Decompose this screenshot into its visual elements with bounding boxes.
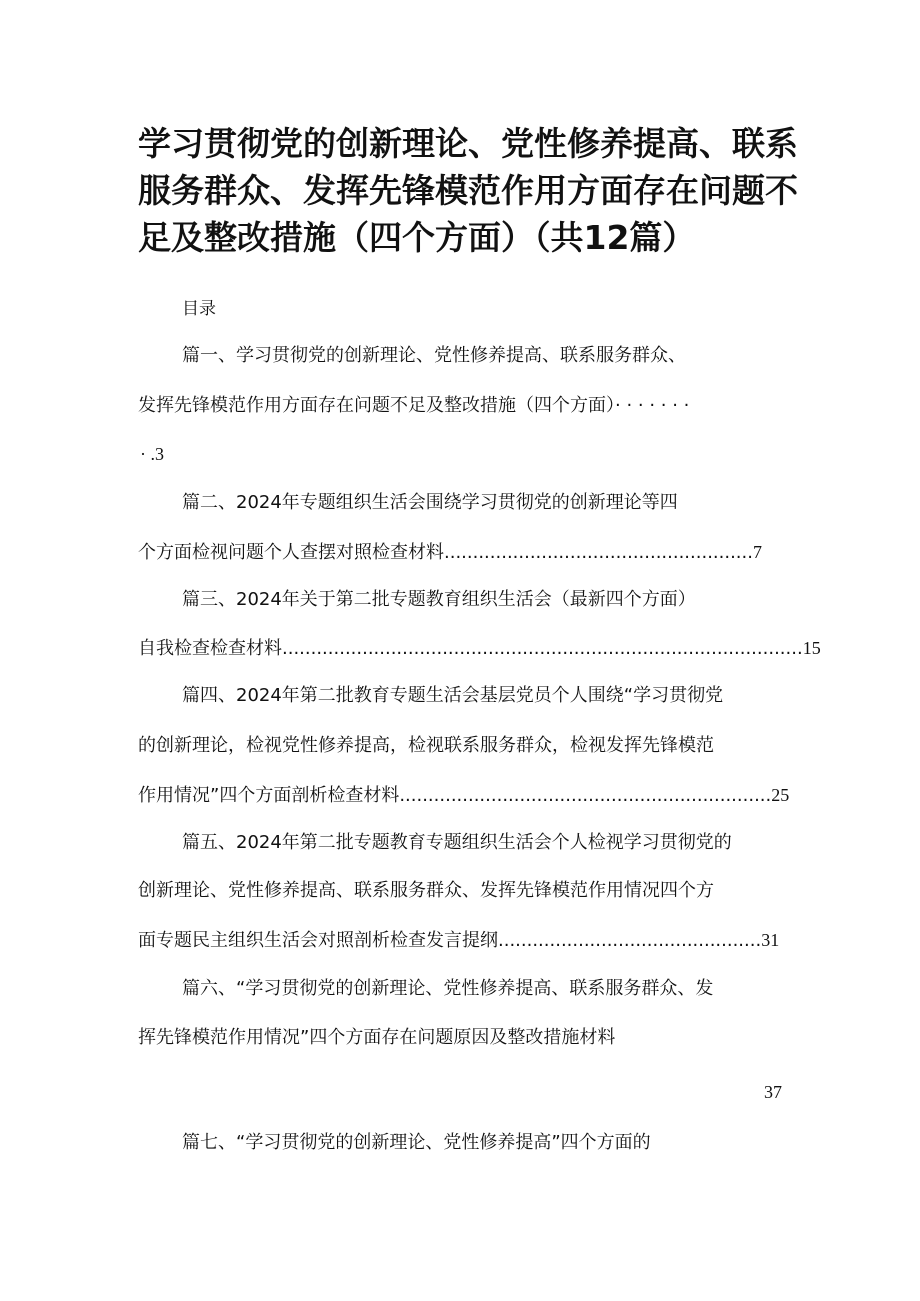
toc-entry-2-line-1: 篇二、2024年专题组织生活会围绕学习贯彻党的创新理论等四	[182, 492, 678, 513]
toc-entry-3-line-1: 篇三、2024年关于第二批专题教育组织生活会（最新四个方面）	[182, 589, 696, 610]
toc-entry-4-line-2: 的创新理论，检视党性修养提高，检视联系服务群众，检视发挥先锋模范	[138, 735, 714, 756]
toc-entry-3-line-2	[138, 636, 821, 661]
toc-heading: 目录	[182, 299, 216, 319]
toc-page-number: 7	[752, 542, 762, 562]
toc-entry-5-line-3	[138, 928, 779, 953]
toc-leader-dots: ...........................................................................................	[282, 638, 803, 659]
toc-leader-dots: ..............................................	[498, 930, 762, 951]
toc-leader-dots: ......................................................	[444, 542, 753, 563]
toc-entry-1-line-3: · .3	[140, 444, 164, 464]
toc-entry-1-line-2: 发挥先锋模范作用方面存在问题不足及整改措施（四个方面）· · · · · · ·	[138, 395, 690, 416]
toc-entry-1-line-1: 篇一、学习贯彻党的创新理论、党性修养提高、联系服务群众、	[182, 345, 686, 366]
toc-entry-4-line-1: 篇四、2024年第二批教育专题生活会基层党员个人围绕“学习贯彻党	[182, 685, 724, 706]
toc-entry-text: 面专题民主组织生活会对照剖析检查发言提纲	[138, 930, 498, 951]
toc-entry-6-line-1: 篇六、“学习贯彻党的创新理论、党性修养提高、联系服务群众、发	[182, 978, 714, 999]
toc-page-number: 37	[764, 1082, 782, 1102]
toc-entry-5-line-1: 篇五、2024年第二批专题教育专题组织生活会个人检视学习贯彻党的	[182, 832, 732, 853]
toc-entry-text: 作用情况”四个方面剖析检查材料	[138, 785, 400, 806]
toc-page-number: 15	[802, 638, 821, 658]
toc-entry-4-line-3	[138, 783, 789, 808]
title-line: 服务群众、发挥先锋模范作用方面存在问题不	[138, 171, 798, 210]
toc-entry-text: 个方面检视问题个人查摆对照检查材料	[138, 542, 444, 563]
toc-entry-7-line-1: 篇七、“学习贯彻党的创新理论、党性修养提高”四个方面的	[182, 1132, 651, 1153]
toc-entry-2-line-2	[138, 540, 762, 565]
toc-entry-5-line-2: 创新理论、党性修养提高、联系服务群众、发挥先锋模范作用情况四个方	[138, 880, 714, 901]
toc-entry-text: 自我检查检查材料	[138, 638, 282, 659]
toc-entry-6-line-2: 挥先锋模范作用情况”四个方面存在问题原因及整改措施材料	[138, 1027, 616, 1048]
toc-leader-dots: .................................................................	[399, 785, 772, 806]
document-title	[138, 120, 798, 261]
title-line: 学习贯彻党的创新理论、党性修养提高、联系	[138, 124, 798, 163]
title-line: 足及整改措施（四个方面）（共12篇）	[138, 218, 696, 257]
toc-page-number: 31	[761, 930, 780, 950]
toc-page-number: 25	[771, 785, 790, 805]
